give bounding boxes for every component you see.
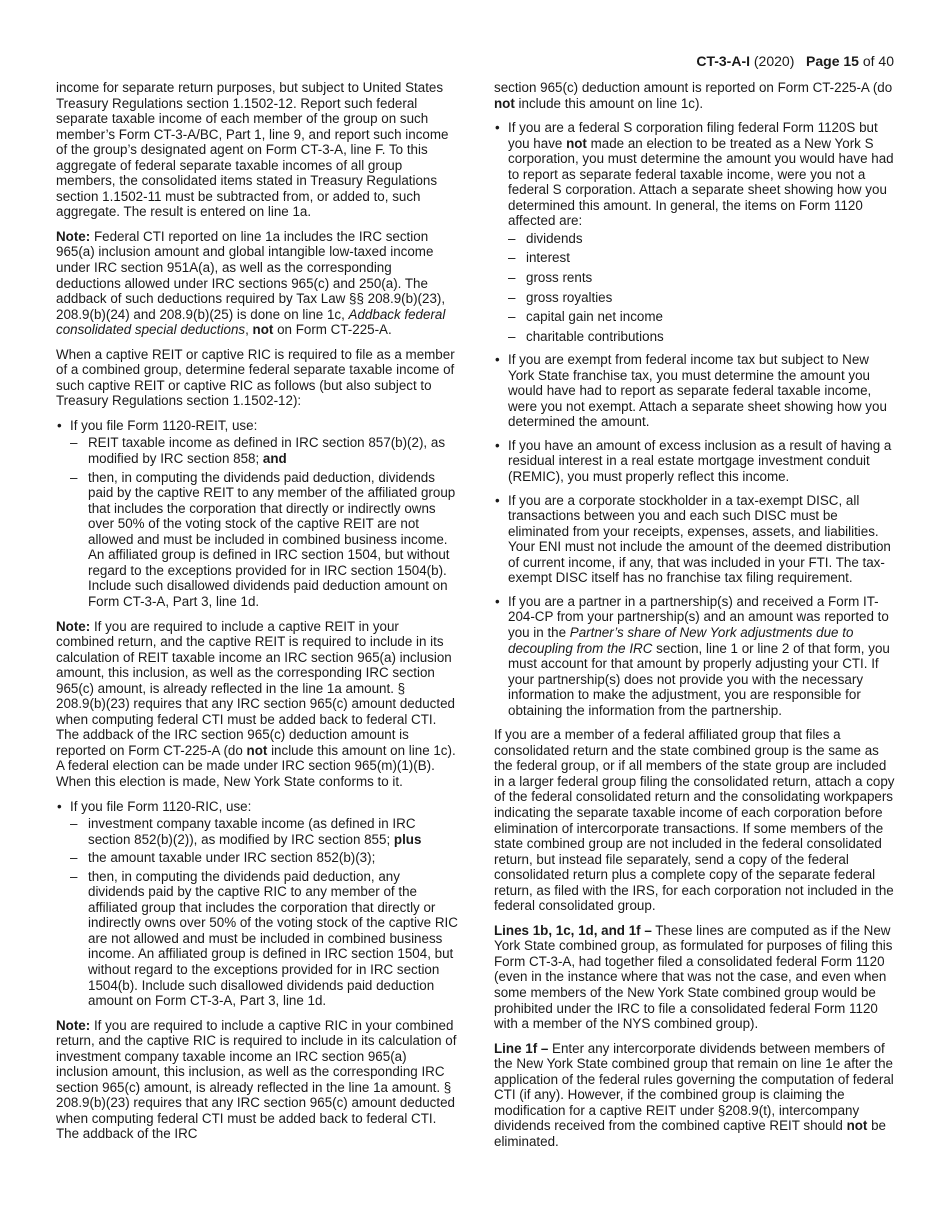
note-captive-reit [56, 619, 458, 790]
list-item-remic: • If you have an amount of excess inclusion as a result of having a residual interest in a real estate mortgage investment conduit (REMIC), you must properly reflect this income. [494, 438, 896, 485]
list-text: made an election to be treated as a New York S corporation, you must determine the amount you would have had to report as separate federal taxable income, were you not a federal S corporation. Attach a separate sheet showing how you determined this amount. In general, the items on Form 1120 affected are: [508, 135, 894, 229]
sublist-item [70, 435, 458, 466]
note-federal-cti [56, 229, 458, 338]
reit-sublist [70, 435, 458, 609]
sublist-text: investment company taxable income (as defined in IRC section 852(b)(2)), as modified by IRC section 855; [88, 816, 416, 847]
form-number: CT-3-A-I [696, 53, 750, 69]
sublist-emphasis: plus [393, 831, 422, 847]
sublist-text: REIT taxable income as defined in IRC section 857(b)(2), as modified by IRC section 858; [88, 435, 446, 467]
paragraph-lines-1b-1f [494, 923, 896, 1032]
note-text: Federal CTI reported on line 1a includes the IRC section 965(a) inclusion amount and global intangible low-taxed income under IRC section 951A(a), as well as the corresponding deductions allowed under IRC sections 965(c) and 250(a). The addback of such deductions required by Tax Law §§ 208.9(b)(23), 208.9(b)(24) and 208.9(b)(25) is done on line 1c, [56, 228, 446, 322]
paragraph-affiliated-group: If you are a member of a federal affiliated group that files a consolidated return and the state combined group is the same as the federal group, or if all members of the state group are included in a larger federal group filing the consolidated return, attach a copy of the federal consolidated return and the consolidating workpapers indicating the separate taxable income of each corporation before elimination of intercorporate transactions. If some members of the state combined group are not included in the federal consolidated return, but instead file separately, send a copy of the federal consolidated return plus a complete copy of the separate federal return, as filed with the IRS, for each corporation not included in the federal consolidated group. [494, 727, 895, 914]
note-label: Note: [56, 618, 91, 634]
form-item: – capital gain net income [508, 309, 896, 325]
section-text: These lines are computed as if the New York State combined group, as formulated for purposes of filing this Form CT-3-A, had together filed a consolidated federal Form 1120 (even in the instance where that was not the case, and even when some members of the New York State combined group would be prohibited under the IRC to file a consolidated federal Form 1120 with a member of the NYS combined group). [494, 922, 893, 1032]
list-item-reit [56, 418, 458, 610]
list-italic-ref: Partner’s share of New York adjustments due to decoupling from the IRC [508, 624, 854, 656]
sublist-item [70, 816, 458, 847]
note-text: include this amount on line 1c). A federal election can be made under IRC section 965(m)(1)(B). When this election is made, New York State conforms to it. [56, 742, 456, 789]
paragraph-captive-reit-ric: When a captive REIT or captive RIC is required to file as a member of a combined group, determine federal separate taxable income of such captive REIT or captive RIC as follows (but also subject to Treasury Regulations section 1.1502-12): [56, 346, 455, 409]
section-emphasis: not [846, 1118, 868, 1134]
list-emphasis: not [566, 135, 587, 151]
list-text: If you are a federal S corporation filing federal Form 1120S but you have [508, 120, 878, 151]
section-label: Lines 1b, 1c, 1d, and 1f – [494, 922, 652, 938]
note-label: Note: [56, 1017, 91, 1033]
paragraph-emphasis: not [494, 95, 515, 111]
list-item-exempt: • If you are exempt from federal income tax but subject to New York State franchise tax, you must determine the amount you would have had to report as separate federal taxable income, were you not exempt. Attach a separate sheet showing how you determined the amount. [494, 352, 896, 430]
note-captive-ric [56, 1018, 458, 1142]
reit-list [56, 418, 458, 610]
left-column [56, 80, 458, 1151]
adjustments-list [494, 120, 896, 718]
sublist-item: – the amount taxable under IRC section 852(b)(3); [70, 850, 458, 866]
paragraph-text: include this amount on line 1c). [514, 95, 704, 111]
note-italic-ref: Addback federal consolidated special deductions [56, 306, 446, 338]
form-item: – charitable contributions [508, 329, 896, 345]
list-item-partnership [494, 594, 896, 718]
sublist-item: – then, in computing the dividends paid deduction, any dividends paid by the captive RIC to any member of the affiliated group that includes the corporation that directly or indirectly owns over 50% of the voting stock of the captive RIC are not allowed and must be included in combined business income. An affiliated group is defined in IRC section 1504, but without regard to the exceptions provided for in IRC section 1504(b). Include such disallowed dividends paid deduction amount on Form CT-3-A, Part 3, line 1d. [70, 869, 458, 1009]
note-text: , [245, 322, 253, 338]
form-item: – gross rents [508, 270, 896, 286]
note-emphasis: not [252, 322, 274, 338]
list-text: section, line 1 or line 2 of that form, you must account for that amount by properly adjusting your CTI. If your partnership(s) does not provide you with the necessary information to make the adjustment, you are responsible for obtaining the information from the partnership. [508, 640, 890, 718]
note-label: Note: [56, 228, 91, 244]
section-label: Line 1f – [494, 1040, 549, 1056]
page-number: Page 15 [806, 53, 859, 69]
sublist-item: – then, in computing the dividends paid deduction, dividends paid by the captive REIT to any member of the affiliated group that includes the corporation that directly or indirectly owns over 50% of the voting stock of the captive REIT are not allowed and must be included in combined business income. An affiliated group is defined in IRC section 1504, but without regard to the exceptions provided for in IRC section 1504(b). Include such disallowed dividends paid deduction amount on Form CT-3-A, Part 3, line 1d. [70, 470, 458, 610]
note-text: If you are required to include a captive RIC in your combined return, and the captive RIC is required to include in its calculation of investment company taxable income an IRC section 965(a) inclusion amount, this inclusion, as well as the corresponding IRC section 965(c) amount, is already reflected in the line 1a amount. § 208.9(b)(23) requires that any IRC section 965(c) amount deducted when computing federal CTI must be added back to federal CTI. The addback of the IRC [56, 1017, 457, 1142]
sublist-emphasis: and [262, 451, 287, 467]
note-emphasis: not [246, 742, 268, 758]
ric-intro: If you file Form 1120-RIC, use: [70, 798, 252, 814]
list-text: If you are a partner in a partnership(s) and received a Form IT-204-CP from your partnership(s) and an amount was reported to you in the [508, 593, 889, 640]
paragraph-text: section 965(c) deduction amount is reported on Form CT-225-A (do [494, 80, 893, 95]
ric-list [56, 799, 458, 1009]
form-item: – gross royalties [508, 290, 896, 306]
form-year: (2020) [753, 53, 795, 69]
note-text: If you are required to include a captive REIT in your combined return, and the captive REIT is required to include in its calculation of REIT taxable income an IRC section 965(a) inclusion amount, this inclusion, as well as the corresponding IRC section 965(c) amount, is already reflected in the line 1a amount. § 208.9(b)(23) requires that any IRC section 965(c) amount deducted when computing federal CTI must be added back to federal CTI. The addback of the IRC section 965(c) deduction amount is reported on Form CT-225-A (do [56, 618, 455, 758]
section-text: be eliminated. [494, 1118, 887, 1149]
ric-sublist [70, 816, 458, 1009]
form-1120-items [508, 231, 896, 344]
page-total: of 40 [862, 53, 894, 69]
list-item-s-corporation [494, 120, 896, 344]
paragraph-line-1f [494, 1041, 896, 1150]
list-item-disc: • If you are a corporate stockholder in a tax-exempt DISC, all transactions between you and each such DISC must be eliminated from your receipts, expenses, assets, and liabilities. Your ENI must not include the amount of the deemed distribution of current income, if any, that was included in your FTI. The tax-exempt DISC itself has no franchise tax filing requirement. [494, 493, 896, 586]
form-item: – interest [508, 250, 896, 266]
paragraph-965c-addback [494, 80, 896, 111]
reit-intro: If you file Form 1120-REIT, use: [70, 417, 258, 433]
note-text: on Form CT-225-A. [273, 322, 392, 338]
page-header [696, 52, 894, 70]
section-text: Enter any intercorporate dividends between members of the New York State combined group that remain on line 1e after the application of the federal rules governing the computation of federal CTI (if any). However, if the combined group is claiming the modification for a captive REIT under §208.9(t), intercompany dividends received from the combined captive REIT should [494, 1040, 894, 1134]
form-item: – dividends [508, 231, 896, 247]
paragraph-separate-return: income for separate return purposes, but subject to United States Treasury Regulations section 1.1502-12. Report such federal separate taxable income of each member of the group on such member’s Form CT-3-A/BC, Part 1, line 9, and report such income of the group’s designated agent on Form CT-3-A, line F. To this aggregate of federal separate taxable incomes of all group members, the consolidated items stated in Treasury Regulations section 1.1502-11 must be subtracted from, or added to, such aggregate. The result is entered on line 1a. [56, 80, 449, 220]
right-column [494, 80, 896, 1158]
list-item-ric [56, 799, 458, 1009]
